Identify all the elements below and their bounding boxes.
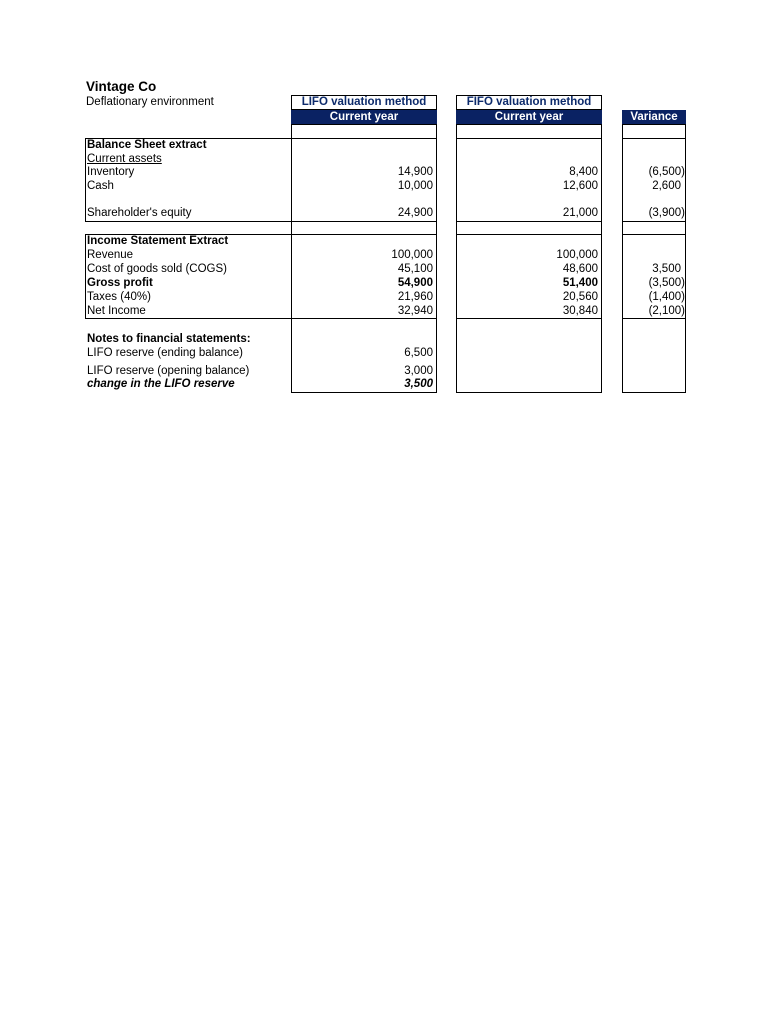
taxes-fifo: 20,560 (562, 291, 598, 303)
gross-profit-label: Gross profit (87, 277, 153, 289)
cash-fifo: 12,600 (562, 180, 598, 192)
inventory-variance: (6,500) (648, 166, 685, 178)
gross-profit-lifo: 54,900 (397, 277, 433, 289)
cogs-variance: 3,500 (652, 263, 681, 275)
fifo-method-header: FIFO valuation method (456, 95, 602, 110)
gross-profit-fifo: 51,400 (562, 277, 598, 289)
gross-profit-variance: (3,500) (648, 277, 685, 289)
taxes-lifo: 21,960 (397, 291, 433, 303)
cash-lifo: 10,000 (397, 180, 433, 192)
current-assets-label: Current assets (87, 153, 162, 165)
cogs-label: Cost of goods sold (COGS) (87, 263, 227, 275)
notes-fifo-box (456, 318, 602, 393)
lifo-reserve-opening-label: LIFO reserve (opening balance) (87, 365, 250, 377)
cash-label: Cash (87, 180, 114, 192)
net-income-variance: (2,100) (648, 305, 685, 317)
income-statement-title: Income Statement Extract (87, 235, 229, 247)
revenue-label: Revenue (87, 249, 134, 261)
net-income-lifo: 32,940 (397, 305, 433, 317)
revenue-fifo: 100,000 (556, 249, 598, 261)
lifo-separator-cell (291, 221, 437, 235)
balance-sheet-title: Balance Sheet extract (87, 139, 207, 151)
variance-header: Variance (622, 110, 686, 124)
equity-lifo: 24,900 (397, 207, 433, 219)
notes-title: Notes to financial statements: (87, 333, 251, 345)
cogs-fifo: 48,600 (562, 263, 598, 275)
cash-variance: 2,600 (652, 180, 681, 192)
lifo-spacer-cell (291, 124, 437, 139)
lifo-reserve-ending-label: LIFO reserve (ending balance) (87, 347, 243, 359)
equity-fifo: 21,000 (562, 207, 598, 219)
equity-variance: (3,900) (648, 207, 685, 219)
taxes-label: Taxes (40%) (87, 291, 151, 303)
fifo-separator-cell (456, 221, 602, 235)
notes-variance-box (622, 318, 686, 393)
inventory-label: Inventory (87, 166, 135, 178)
lifo-reserve-opening-value: 3,000 (404, 365, 433, 377)
environment-label: Deflationary environment (86, 96, 214, 108)
inventory-fifo: 8,400 (569, 166, 598, 178)
equity-label: Shareholder's equity (87, 207, 192, 219)
fifo-spacer-cell (456, 124, 602, 139)
net-income-fifo: 30,840 (562, 305, 598, 317)
net-income-label: Net Income (87, 305, 146, 317)
revenue-lifo: 100,000 (391, 249, 433, 261)
taxes-variance: (1,400) (648, 291, 685, 303)
cogs-lifo: 45,100 (397, 263, 433, 275)
variance-spacer-cell (622, 124, 686, 139)
variance-separator-cell (622, 221, 686, 235)
fifo-year-header: Current year (456, 110, 602, 124)
lifo-method-header: LIFO valuation method (291, 95, 437, 110)
inventory-lifo: 14,900 (397, 166, 433, 178)
company-title: Vintage Co (86, 79, 157, 94)
lifo-reserve-change-label: change in the LIFO reserve (87, 378, 235, 390)
lifo-year-header: Current year (291, 110, 437, 124)
lifo-reserve-change-value: 3,500 (404, 378, 433, 390)
lifo-reserve-ending-value: 6,500 (404, 347, 433, 359)
